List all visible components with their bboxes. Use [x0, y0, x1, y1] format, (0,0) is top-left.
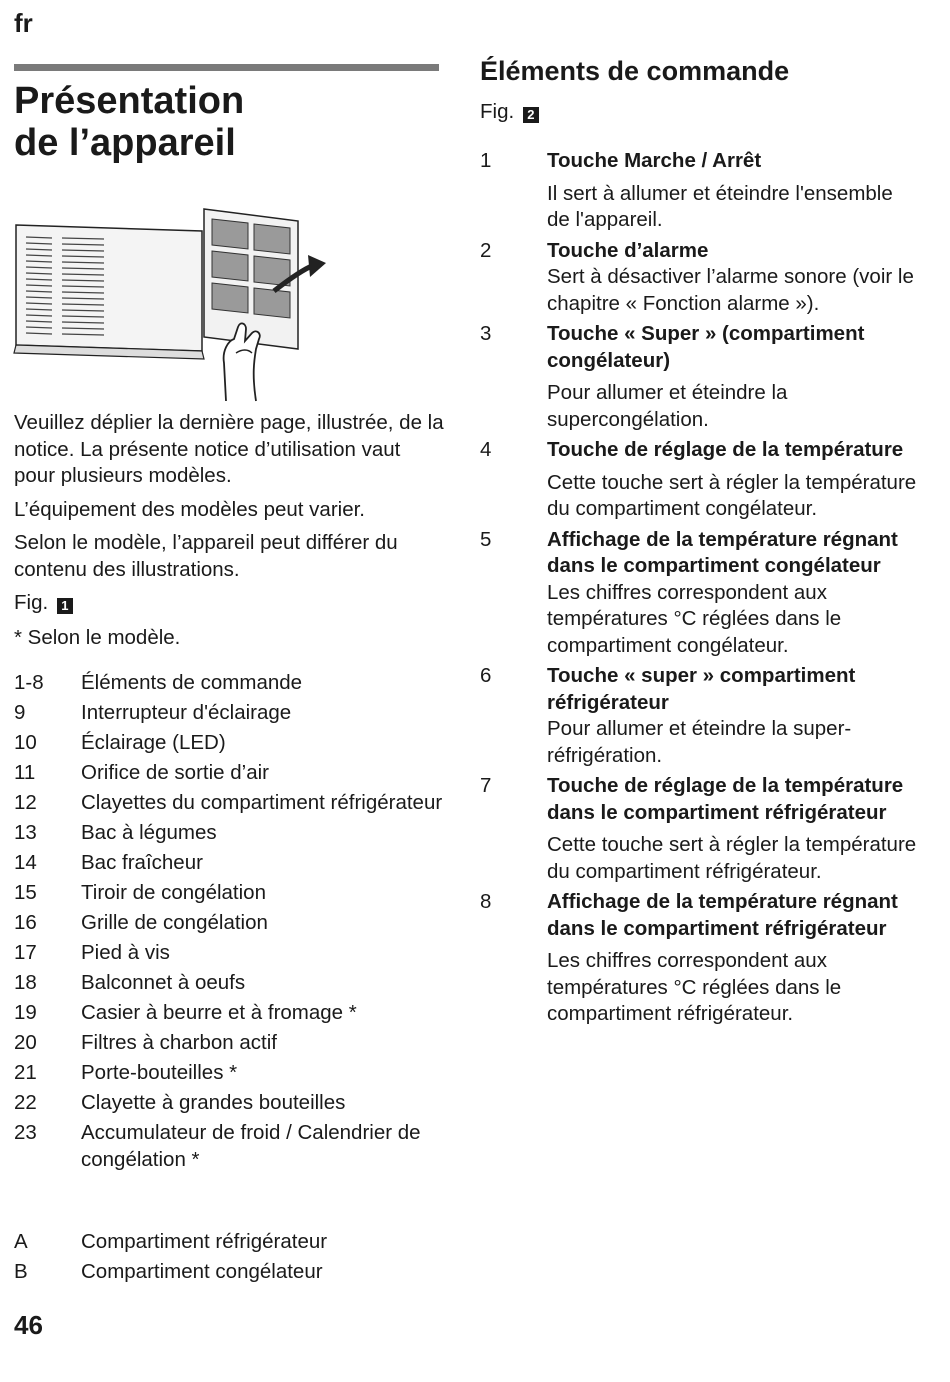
control-name: Touche « super » compartiment réfrigérateur: [547, 664, 856, 714]
intro-text: [14, 410, 444, 658]
list-item: [14, 790, 444, 817]
section-title: Éléments de commande: [480, 56, 790, 86]
item-text: Grille de congélation: [81, 911, 268, 934]
control-description: Il sert à allumer et éteindre l'ensemble de l'appareil.: [547, 181, 893, 231]
intro-paragraph: Veuillez déplier la dernière page, illustrée, de la notice. La présente notice d’utilisation vaut pour plusieurs modèles.: [14, 411, 444, 487]
control-item: [480, 527, 920, 660]
list-item: [14, 1030, 444, 1057]
control-name: Touche de réglage de la température dans le compartiment réfrigérateur: [547, 774, 904, 824]
language-code: fr: [14, 8, 33, 38]
list-item: [14, 910, 444, 937]
item-number: 13: [14, 821, 37, 844]
item-number: 9: [14, 701, 26, 724]
item-number: 1: [480, 149, 492, 172]
control-item: [480, 773, 920, 885]
figure-number-badge: 2: [523, 107, 539, 123]
control-description: Les chiffres correspondent aux températures °C réglées dans le compartiment congélateur.: [547, 580, 842, 657]
control-description: Sert à désactiver l’alarme sonore (voir le chapitre « Fonction alarme »).: [547, 265, 914, 315]
list-item: [14, 700, 444, 727]
list-item: [14, 1090, 444, 1117]
item-number: 5: [480, 527, 492, 551]
title-line-2: de l’appareil: [14, 122, 236, 164]
list-item: [14, 1259, 444, 1286]
item-text: Clayette à grandes bouteilles: [81, 1091, 346, 1114]
page-title: [14, 80, 244, 164]
intro-paragraph: Selon le modèle, l’appareil peut différer du contenu des illustrations.: [14, 531, 398, 581]
figure-label: Fig.: [14, 591, 49, 614]
item-letter: A: [14, 1230, 28, 1253]
control-description: Les chiffres correspondent aux températures °C réglées dans le compartiment réfrigérateur.: [547, 949, 842, 1025]
controls-list: [480, 148, 920, 1032]
control-item: [480, 889, 920, 1028]
page-number: 46: [14, 1310, 43, 1340]
item-number: 22: [14, 1091, 37, 1114]
control-name: Affichage de la température régnant dans le compartiment congélateur: [547, 527, 898, 577]
control-item: [480, 238, 920, 318]
list-item: [14, 820, 444, 847]
item-number: 23: [14, 1121, 37, 1144]
item-number: 20: [14, 1031, 37, 1054]
item-number: 4: [480, 438, 492, 461]
figure-reference: [14, 590, 444, 617]
item-number: 6: [480, 664, 492, 687]
item-number: 7: [480, 774, 492, 797]
list-item: [14, 760, 444, 787]
control-description: Pour allumer et éteindre la super-réfrigération.: [547, 717, 852, 767]
item-text: Clayettes du compartiment réfrigérateur: [81, 791, 443, 814]
item-number: 1-8: [14, 671, 44, 694]
item-number: 3: [480, 322, 492, 345]
figure-number-badge: 1: [57, 598, 73, 614]
list-item: [14, 1000, 444, 1027]
item-letter: B: [14, 1260, 28, 1283]
control-name: Affichage de la température régnant dans le compartiment réfrigérateur: [547, 890, 898, 940]
list-item: [14, 880, 444, 907]
list-item: [14, 850, 444, 877]
item-text: Tiroir de congélation: [81, 881, 266, 904]
item-number: 2: [480, 238, 492, 262]
control-name: Touche Marche / Arrêt: [547, 149, 762, 172]
item-number: 15: [14, 881, 37, 904]
item-text: Bac fraîcheur: [81, 851, 203, 874]
figure-label: Fig.: [480, 100, 515, 123]
list-item: [14, 1060, 444, 1087]
control-name: Touche de réglage de la température: [547, 438, 904, 461]
item-text: Interrupteur d'éclairage: [81, 701, 292, 724]
item-number: 21: [14, 1061, 37, 1084]
list-item: [14, 1120, 444, 1173]
control-description: Cette touche sert à régler la température du compartiment congélateur.: [547, 470, 917, 520]
list-item: [14, 1229, 444, 1256]
item-number: 18: [14, 971, 37, 994]
item-text: Éclairage (LED): [81, 731, 226, 754]
item-text: Casier à beurre et à fromage *: [81, 1001, 357, 1024]
header-rule: [14, 64, 439, 71]
control-description: Cette touche sert à régler la température du compartiment réfrigérateur.: [547, 833, 917, 883]
item-number: 11: [14, 761, 36, 784]
control-item: [480, 148, 920, 234]
control-item: [480, 321, 920, 433]
item-text: Accumulateur de froid / Calendrier de congélation *: [81, 1121, 421, 1171]
item-text: Balconnet à oeufs: [81, 971, 246, 994]
list-item: [14, 730, 444, 757]
parts-list: [14, 670, 444, 1177]
title-line-1: Présentation: [14, 80, 245, 122]
item-text: Porte-bouteilles *: [81, 1061, 238, 1084]
footnote: * Selon le modèle.: [14, 625, 181, 649]
control-description: Pour allumer et éteindre la supercongélation.: [547, 381, 788, 431]
item-number: 14: [14, 851, 37, 874]
item-number: 10: [14, 731, 37, 754]
control-item: [480, 663, 920, 769]
item-number: 19: [14, 1001, 37, 1024]
item-text: Orifice de sortie d’air: [81, 761, 269, 784]
item-text: Compartiment réfrigérateur: [81, 1230, 328, 1253]
control-name: Touche d’alarme: [547, 238, 709, 262]
figure-reference: [480, 100, 539, 124]
control-item: [480, 437, 920, 523]
sections-list: [14, 1229, 444, 1289]
item-text: Bac à légumes: [81, 821, 217, 844]
item-number: 17: [14, 941, 37, 964]
item-text: Éléments de commande: [81, 671, 303, 694]
intro-paragraph: L’équipement des modèles peut varier.: [14, 497, 366, 521]
control-name: Touche « Super » (compartiment congélateur): [547, 322, 865, 372]
item-number: 8: [480, 890, 492, 913]
item-text: Compartiment congélateur: [81, 1260, 323, 1283]
item-text: Pied à vis: [81, 941, 170, 964]
unfold-booklet-illustration: [12, 203, 332, 403]
list-item: [14, 670, 444, 697]
item-text: Filtres à charbon actif: [81, 1031, 277, 1054]
list-item: [14, 940, 444, 967]
item-number: 16: [14, 911, 37, 934]
list-item: [14, 970, 444, 997]
item-number: 12: [14, 791, 37, 814]
